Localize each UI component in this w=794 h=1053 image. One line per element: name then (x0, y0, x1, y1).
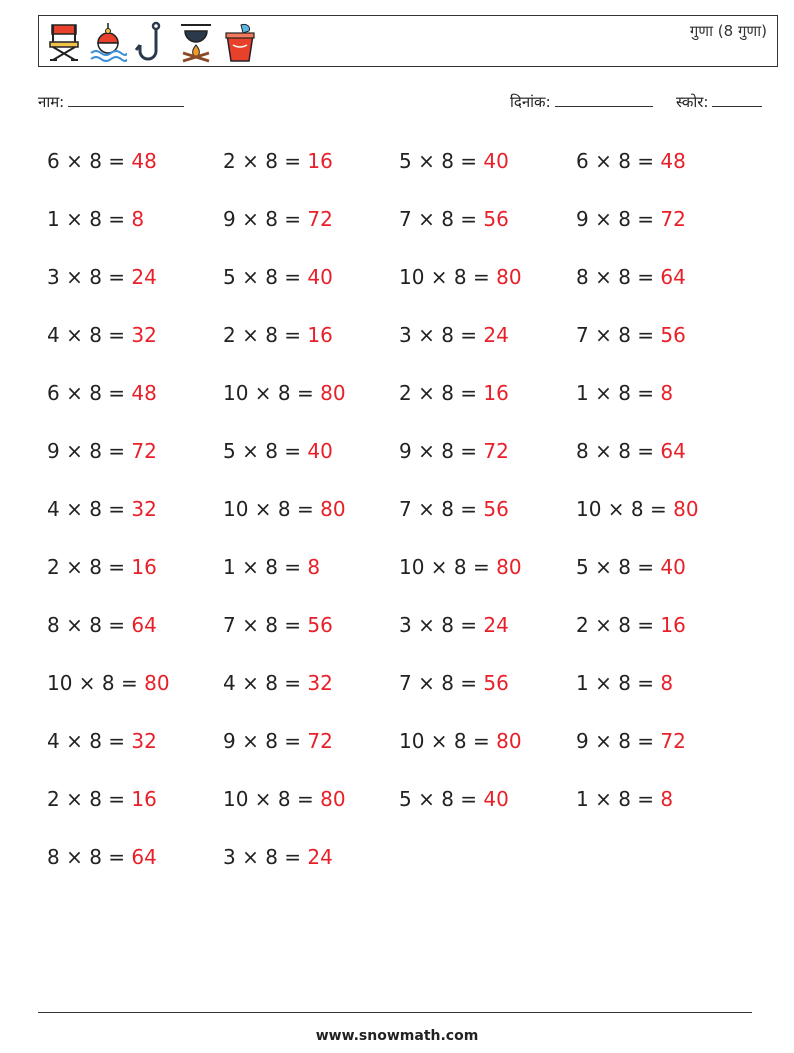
problem-question: 4 × 8 = (223, 671, 308, 695)
problem-question: 5 × 8 = (399, 149, 484, 173)
problem-answer: 80 (320, 381, 346, 405)
problem-question: 2 × 8 = (223, 323, 308, 347)
score-field (676, 92, 762, 112)
problem-question: 5 × 8 = (223, 439, 308, 463)
problem-answer: 8 (660, 381, 674, 405)
problem-question: 9 × 8 = (223, 729, 308, 753)
problem-answer: 8 (660, 787, 674, 811)
problem-answer: 32 (131, 497, 157, 521)
problem-item (47, 439, 157, 463)
date-blank[interactable] (555, 92, 653, 107)
problem-item (223, 207, 333, 231)
problem-question: 3 × 8 = (47, 265, 132, 289)
worksheet-title: गुणा (8 गुणा) (689, 22, 767, 40)
date-label: दिनांक: (510, 93, 551, 111)
problem-answer: 80 (320, 787, 346, 811)
problem-question: 9 × 8 = (399, 439, 484, 463)
problem-item (47, 149, 157, 173)
problem-question: 2 × 8 = (223, 149, 308, 173)
problem-answer: 64 (131, 845, 157, 869)
problem-question: 1 × 8 = (223, 555, 308, 579)
problem-answer: 56 (307, 613, 333, 637)
problem-item (399, 555, 522, 579)
problem-question: 10 × 8 = (223, 381, 321, 405)
problem-answer: 56 (483, 497, 509, 521)
problem-answer: 56 (483, 207, 509, 231)
problem-item (223, 729, 333, 753)
problem-question: 10 × 8 = (47, 671, 145, 695)
name-label: नाम: (38, 93, 65, 111)
problem-answer: 8 (131, 207, 145, 231)
problem-answer: 16 (131, 555, 157, 579)
problem-answer: 64 (131, 613, 157, 637)
problem-question: 7 × 8 = (399, 207, 484, 231)
campfire-pot-icon (177, 21, 215, 63)
problem-question: 4 × 8 = (47, 323, 132, 347)
fishing-hook-icon (133, 21, 171, 63)
problem-answer: 72 (131, 439, 157, 463)
problem-item (47, 497, 157, 521)
director-chair-icon (45, 21, 83, 63)
problem-item (399, 613, 509, 637)
footer-divider (38, 1012, 752, 1013)
problem-answer: 16 (660, 613, 686, 637)
problem-question: 7 × 8 = (399, 497, 484, 521)
problem-item (399, 497, 509, 521)
problem-question: 2 × 8 = (47, 555, 132, 579)
problem-answer: 40 (307, 265, 333, 289)
problem-answer: 80 (320, 497, 346, 521)
problem-item (399, 381, 509, 405)
problem-item (223, 381, 346, 405)
problem-item (576, 149, 686, 173)
problem-question: 6 × 8 = (47, 149, 132, 173)
problem-item (399, 439, 509, 463)
problem-item (47, 555, 157, 579)
problem-answer: 80 (496, 729, 522, 753)
problem-answer: 32 (131, 323, 157, 347)
problem-answer: 32 (307, 671, 333, 695)
problem-item (47, 845, 157, 869)
problem-answer: 24 (483, 613, 509, 637)
problem-item (47, 787, 157, 811)
problem-answer: 56 (483, 671, 509, 695)
problem-item (576, 439, 686, 463)
problem-question: 8 × 8 = (47, 613, 132, 637)
problem-answer: 16 (307, 149, 333, 173)
problem-question: 2 × 8 = (47, 787, 132, 811)
problem-item (576, 497, 699, 521)
problem-item (47, 671, 170, 695)
problem-item (399, 207, 509, 231)
fish-bucket-icon (221, 21, 259, 63)
problem-item (223, 671, 333, 695)
problem-item (576, 555, 686, 579)
problem-question: 2 × 8 = (399, 381, 484, 405)
problem-answer: 40 (660, 555, 686, 579)
problem-item (47, 265, 157, 289)
problem-question: 2 × 8 = (576, 613, 661, 637)
problem-question: 5 × 8 = (399, 787, 484, 811)
problem-question: 9 × 8 = (576, 207, 661, 231)
problem-answer: 80 (673, 497, 699, 521)
problem-question: 10 × 8 = (576, 497, 674, 521)
problem-item (576, 381, 673, 405)
problem-answer: 80 (496, 265, 522, 289)
problem-answer: 72 (660, 729, 686, 753)
problem-item (576, 787, 673, 811)
problem-item (576, 207, 686, 231)
problem-answer: 48 (131, 149, 157, 173)
score-blank[interactable] (712, 92, 762, 107)
problem-answer: 64 (660, 265, 686, 289)
problem-question: 1 × 8 = (576, 787, 661, 811)
problem-question: 3 × 8 = (399, 613, 484, 637)
problem-question: 6 × 8 = (576, 149, 661, 173)
problem-question: 8 × 8 = (47, 845, 132, 869)
problem-question: 10 × 8 = (399, 265, 497, 289)
problem-question: 3 × 8 = (223, 845, 308, 869)
problem-question: 9 × 8 = (576, 729, 661, 753)
problem-item (399, 787, 509, 811)
problem-item (47, 381, 157, 405)
problem-item (399, 729, 522, 753)
problem-answer: 24 (483, 323, 509, 347)
problem-answer: 32 (131, 729, 157, 753)
problem-item (399, 323, 509, 347)
problem-question: 7 × 8 = (223, 613, 308, 637)
problem-answer: 16 (131, 787, 157, 811)
problem-question: 7 × 8 = (576, 323, 661, 347)
footer-url: www.snowmath.com (315, 1028, 479, 1044)
problem-answer: 48 (660, 149, 686, 173)
problem-answer: 40 (307, 439, 333, 463)
problem-item (576, 613, 686, 637)
problem-item (223, 497, 346, 521)
problem-item (223, 265, 333, 289)
problem-item (576, 729, 686, 753)
name-field (38, 92, 184, 112)
problem-question: 1 × 8 = (47, 207, 132, 231)
problem-item (399, 671, 509, 695)
problem-answer: 40 (483, 787, 509, 811)
problem-answer: 48 (131, 381, 157, 405)
problem-question: 6 × 8 = (47, 381, 132, 405)
problem-answer: 24 (307, 845, 333, 869)
problem-answer: 72 (307, 207, 333, 231)
problem-question: 8 × 8 = (576, 265, 661, 289)
problem-item (223, 787, 346, 811)
problem-item (576, 323, 686, 347)
problem-item (576, 671, 673, 695)
problem-item (223, 845, 333, 869)
problem-item (47, 613, 157, 637)
problem-question: 1 × 8 = (576, 671, 661, 695)
problem-answer: 8 (307, 555, 321, 579)
problem-question: 10 × 8 = (223, 497, 321, 521)
problem-question: 3 × 8 = (399, 323, 484, 347)
problem-answer: 72 (660, 207, 686, 231)
problem-answer: 24 (131, 265, 157, 289)
problem-question: 4 × 8 = (47, 497, 132, 521)
problem-answer: 64 (660, 439, 686, 463)
header-icons (45, 20, 259, 64)
problem-answer: 8 (660, 671, 674, 695)
problem-answer: 72 (307, 729, 333, 753)
problem-question: 5 × 8 = (223, 265, 308, 289)
problem-item (576, 265, 686, 289)
problem-answer: 16 (483, 381, 509, 405)
problem-question: 8 × 8 = (576, 439, 661, 463)
problem-question: 7 × 8 = (399, 671, 484, 695)
problem-question: 10 × 8 = (399, 729, 497, 753)
problem-question: 9 × 8 = (223, 207, 308, 231)
worksheet-header (38, 15, 778, 67)
score-label: स्कोर: (676, 93, 709, 111)
problem-item (223, 149, 333, 173)
problem-item (399, 149, 509, 173)
problem-question: 10 × 8 = (399, 555, 497, 579)
problem-answer: 56 (660, 323, 686, 347)
problem-item (223, 439, 333, 463)
problem-item (223, 555, 320, 579)
problem-question: 4 × 8 = (47, 729, 132, 753)
date-field (510, 92, 653, 112)
problem-item (223, 613, 333, 637)
problem-item (47, 207, 144, 231)
problem-item (47, 729, 157, 753)
problem-item (223, 323, 333, 347)
problem-item (47, 323, 157, 347)
problem-question: 9 × 8 = (47, 439, 132, 463)
problem-item (399, 265, 522, 289)
fishing-float-icon (89, 21, 127, 63)
problem-answer: 80 (144, 671, 170, 695)
problem-question: 1 × 8 = (576, 381, 661, 405)
problem-question: 5 × 8 = (576, 555, 661, 579)
problem-answer: 72 (483, 439, 509, 463)
problem-answer: 16 (307, 323, 333, 347)
name-blank[interactable] (68, 92, 184, 107)
problem-answer: 40 (483, 149, 509, 173)
problem-question: 10 × 8 = (223, 787, 321, 811)
problem-answer: 80 (496, 555, 522, 579)
